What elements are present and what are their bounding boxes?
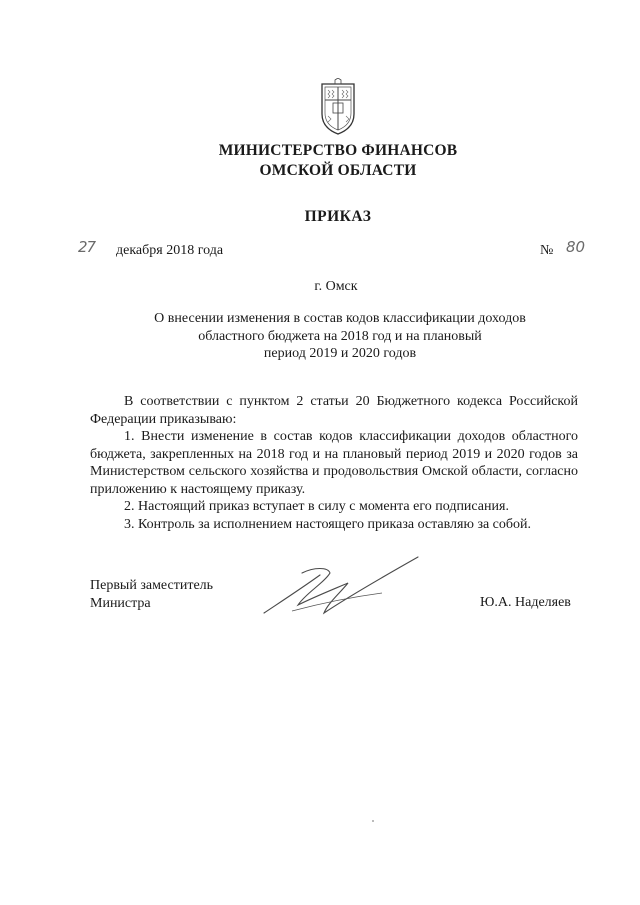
document-subject: [20, 310, 640, 363]
scan-speck: [372, 820, 374, 822]
handwritten-day: 27: [78, 238, 96, 256]
paragraph-preamble: В соответствии с пунктом 2 статьи 20 Бюджетного кодекса Российской Федерации приказываю:: [90, 394, 578, 427]
signatory-position: [90, 577, 213, 612]
date-text: декабря 2018 года: [116, 243, 224, 258]
position-line: Первый заместитель: [90, 578, 214, 593]
document-type-title: ПРИКАЗ: [304, 208, 372, 225]
number-label: №: [540, 243, 554, 258]
handwritten-signature: [262, 553, 420, 621]
paragraph-item-3: 3. Контроль за исполнением настоящего приказа оставляю за собой.: [124, 516, 532, 532]
subject-line: период 2019 и 2020 годов: [263, 346, 417, 361]
document-body: [90, 393, 578, 533]
coat-of-arms-emblem: [318, 78, 358, 136]
date-number-row: [78, 238, 588, 263]
ministry-name-line2: ОМСКОЙ ОБЛАСТИ: [259, 162, 417, 179]
paragraph-item-2: 2. Настоящий приказ вступает в силу с момента его подписания.: [124, 499, 509, 514]
position-line: Министра: [90, 595, 151, 611]
subject-line: О внесении изменения в состав кодов классификации доходов: [154, 311, 526, 326]
handwritten-number: 80: [566, 238, 586, 256]
paragraph-item-1: 1. Внести изменение в состав кодов классификации доходов областного бюджета, закрепленных на 2018 год и на плановый период 2019 и 2020 годов за Министерством сельского хозяйства и продовольствия Омской области, согласно приложению к настоящему приказу.: [90, 429, 578, 497]
city: г. Омск: [314, 279, 358, 294]
ministry-name-line1: МИНИСТЕРСТВО ФИНАНСОВ: [218, 142, 458, 159]
signatory-name: Ю.А. Наделяев: [480, 595, 571, 610]
subject-line: областного бюджета на 2018 год и на плановый: [198, 328, 482, 344]
